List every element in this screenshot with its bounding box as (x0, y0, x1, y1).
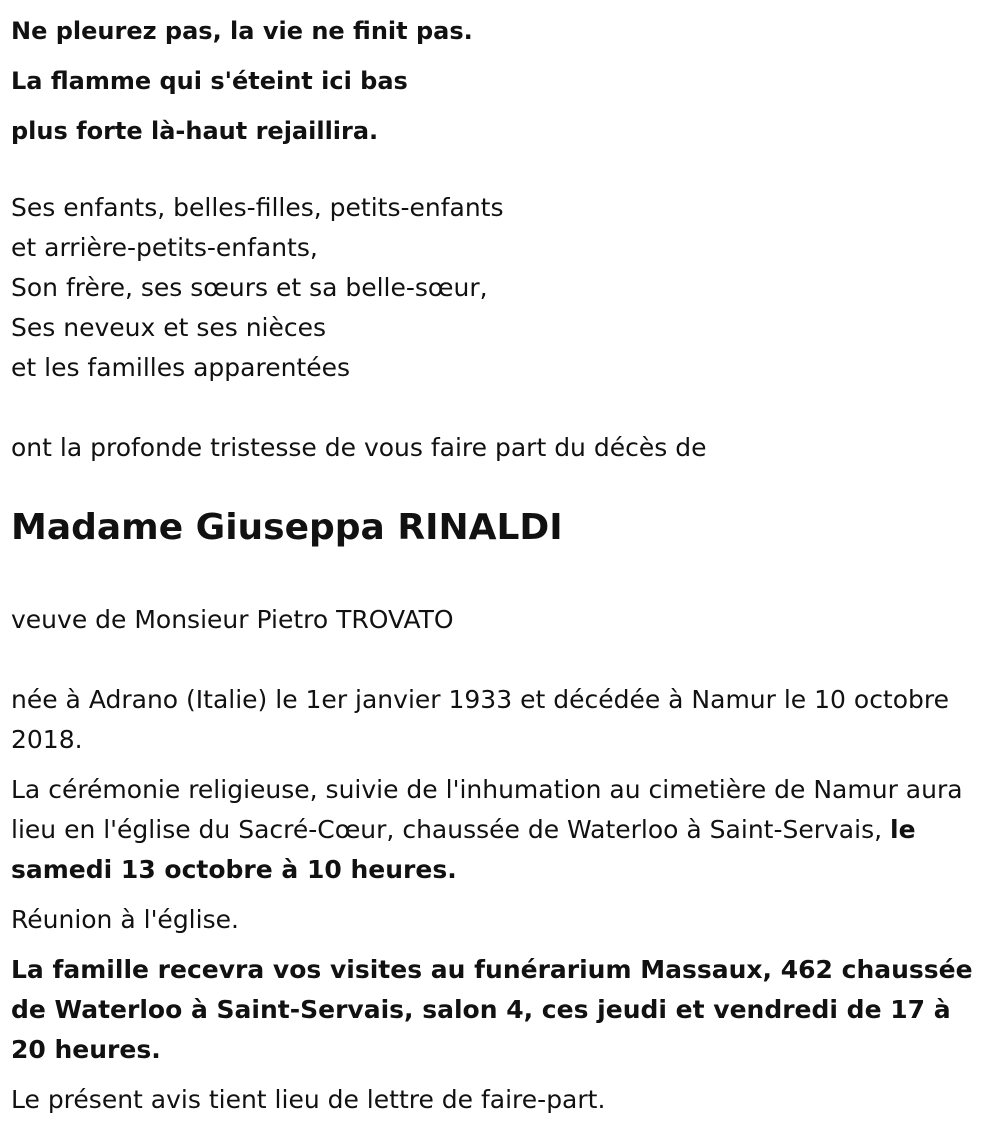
family-line: et les familles apparentées (11, 353, 351, 382)
verse-line: Ne pleurez pas, la vie ne finit pas. (11, 17, 473, 45)
family-list (11, 188, 992, 388)
ceremony-datetime: le samedi 13 octobre à 10 heures. (11, 815, 916, 884)
family-line: Son frère, ses sœurs et sa belle-sœur, (11, 273, 488, 302)
ceremony-text: La cérémonie religieuse, suivie de l'inhumation au cimetière de Namur aura lieu en l'église du Sacré-Cœur, chaussée de Waterloo à Saint-Servais, (11, 775, 963, 844)
visits-text: La famille recevra vos visites au funérarium Massaux, 462 chaussée de Waterloo à Saint-Servais, salon 4, ces jeudi et vendredi de 17 à 20 heures. (11, 955, 973, 1064)
closing-text: Le présent avis tient lieu de lettre de faire-part. (11, 1085, 606, 1114)
ceremony-paragraph (11, 770, 992, 890)
poem-verse (11, 0, 992, 156)
meeting-text: Réunion à l'église. (11, 905, 239, 934)
birth-death-text: née à Adrano (Italie) le 1er janvier 1933 et décédée à Namur le 10 octobre 2018. (11, 685, 950, 754)
family-line: Ses enfants, belles-filles, petits-enfants (11, 193, 504, 222)
widow-of-text: veuve de Monsieur Pietro TROVATO (11, 605, 454, 634)
announcement-text: ont la profonde tristesse de vous faire part du décès de (11, 433, 707, 462)
verse-line: La flamme qui s'éteint ici bas (11, 67, 408, 95)
family-line: et arrière-petits-enfants, (11, 233, 318, 262)
family-line: Ses neveux et ses nièces (11, 313, 327, 342)
verse-line: plus forte là-haut rejaillira. (11, 117, 379, 145)
deceased-name: Madame Giuseppa RINALDI (11, 507, 563, 548)
